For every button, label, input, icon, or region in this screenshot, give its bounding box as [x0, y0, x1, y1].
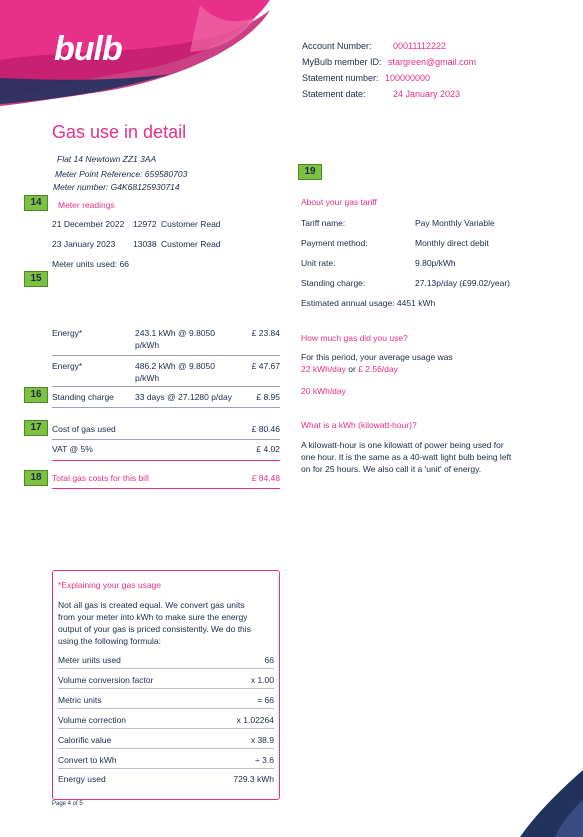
formula-value: x 1.02264: [236, 715, 274, 725]
address-line: Flat 14 Newtown ZZ1 3AA: [57, 154, 157, 164]
account-number-label: Account Number:: [302, 41, 372, 51]
kwh-text-line-1: A kilowatt-hour is one kilowatt of power being used for: [301, 440, 504, 450]
meter-readings-heading: Meter readings: [58, 200, 115, 210]
reading-2-date: 23 January 2023: [52, 239, 116, 249]
reading-2-type: Customer Read: [161, 239, 221, 249]
cost-of-gas-label: Cost of gas used: [52, 424, 116, 434]
kwh-text-line-3: on for 25 hours. We also call it a 'unit' of energy.: [301, 464, 482, 474]
usage-or: or: [345, 364, 359, 374]
estimated-annual-usage: Estimated annual usage: 4451 kWh: [301, 298, 436, 308]
formula-row: [58, 753, 274, 769]
meter-point-reference: Meter Point Reference: 659580703: [55, 169, 188, 179]
meter-units-used: Meter units used: 66: [52, 259, 130, 269]
formula-row: [58, 653, 274, 669]
standing-charge-tariff-label: Standing charge:: [301, 278, 366, 288]
tariff-name-label: Tariff name:: [301, 218, 346, 228]
formula-row: [58, 713, 274, 729]
usage-text: For this period, your average usage was: [301, 352, 453, 362]
standing-charge-detail: 33 days @ 27.1280 p/day: [135, 392, 233, 402]
total-amount: £ 84.48: [251, 473, 280, 483]
header-brush-graphic: [0, 0, 290, 110]
kwh-heading: What is a kWh (kilowatt-hour)?: [301, 420, 417, 430]
unit-rate-value: 9.80p/kWh: [415, 258, 456, 268]
total-divider: [52, 488, 280, 489]
formula-row: [58, 673, 274, 689]
statement-date-label: Statement date:: [302, 89, 366, 99]
formula-value: ÷ 3.6: [255, 755, 274, 765]
account-number: 00011112222: [393, 41, 447, 51]
usage-average-cost: £ 2.56/day: [358, 364, 398, 374]
marker-17: 17: [24, 420, 48, 436]
divider: [52, 355, 280, 356]
footer-brush-graphic: [500, 770, 583, 837]
explain-heading: *Explaining your gas usage: [58, 580, 162, 590]
page-title: Gas use in detail: [52, 122, 187, 142]
explain-line-4: using the following formula:: [58, 636, 162, 646]
payment-method-value: Monthly direct debit: [415, 238, 489, 248]
bulb-logo: bulb: [54, 30, 122, 68]
total-divider: [52, 460, 280, 461]
standing-charge-tariff-value: 27.13p/day (£99.02/year): [415, 278, 510, 288]
energy-row-1-unit: p/kWh: [135, 340, 160, 350]
formula-label: Meter units used: [58, 655, 121, 665]
tariff-name-value: Pay Monthly Variable: [415, 218, 495, 228]
energy-row-1-amount: £ 23.84: [251, 328, 280, 338]
formula-row: [58, 733, 274, 749]
unit-rate-label: Unit rate:: [301, 258, 336, 268]
usage-average-kwh: 22 kWh/day: [301, 364, 346, 374]
divider: [52, 439, 280, 440]
formula-label: Metric units: [58, 695, 102, 705]
formula-label: Volume conversion factor: [58, 675, 154, 685]
energy-row-2-amount: £ 47.67: [251, 361, 280, 371]
formula-value: x 38.9: [250, 735, 274, 745]
energy-row-2-detail: 486.2 kWh @ 9.8050: [135, 361, 215, 371]
usage-average: [301, 364, 398, 374]
cost-of-gas-amount: £ 80.46: [251, 424, 280, 434]
explain-line-3: output of your gas is priced consistently. We do this: [58, 624, 251, 634]
marker-14: 14: [24, 195, 48, 211]
formula-label: Convert to kWh: [58, 755, 117, 765]
energy-row-1-label: Energy*: [52, 328, 83, 338]
explain-line-2: from your meter into kWh to make sure the energy: [58, 612, 248, 622]
formula-row: [58, 693, 274, 709]
marker-15: 15: [24, 271, 48, 287]
page-number: Page 4 of 5: [52, 801, 83, 807]
kwh-text-line-2: one hour. It is the same as a 40-watt light bulb being left: [301, 452, 512, 462]
formula-row-total: [58, 772, 274, 788]
payment-method-label: Payment method:: [301, 238, 368, 248]
energy-row-2-unit: p/kWh: [135, 373, 160, 383]
energy-row-2-label: Energy*: [52, 361, 83, 371]
formula-label: Volume correction: [58, 715, 127, 725]
formula-label: Energy used: [58, 774, 106, 784]
meter-number: Meter number: G4K68125930714: [53, 182, 180, 192]
marker-16: 16: [24, 387, 48, 403]
usage-heading: How much gas did you use?: [301, 333, 408, 343]
energy-row-1-detail: 243.1 kWh @ 9.8050: [135, 328, 215, 338]
reading-1-type: Customer Read: [161, 219, 221, 229]
explain-line-1: Not all gas is created equal. We convert gas units: [58, 600, 245, 610]
statement-number-label: Statement number:: [302, 73, 379, 83]
standing-charge-label: Standing charge: [52, 392, 114, 402]
usage-typical: 20 kWh/day: [301, 386, 346, 396]
total-label: Total gas costs for this bill: [52, 473, 149, 483]
formula-value: x 1.00: [250, 675, 274, 685]
standing-charge-amount: £ 8.95: [256, 392, 280, 402]
member-id: stargreen@gmail.com: [388, 57, 477, 67]
statement-date: 24 January 2023: [393, 89, 461, 99]
reading-2-value: 13038: [133, 239, 157, 249]
divider: [52, 407, 280, 408]
member-id-label: MyBulb member ID:: [302, 57, 382, 67]
statement-number: 100000000: [385, 73, 431, 83]
divider: [52, 386, 280, 387]
reading-1-value: 12972: [133, 219, 157, 229]
reading-1-date: 21 December 2022: [52, 219, 125, 229]
tariff-heading: About your gas tariff: [301, 197, 377, 207]
formula-value: = 66: [257, 695, 274, 705]
vat-label: VAT @ 5%: [52, 444, 93, 454]
formula-value: 729.3 kWh: [233, 774, 274, 784]
formula-label: Calorific value: [58, 735, 112, 745]
vat-amount: £ 4.02: [256, 444, 280, 454]
marker-18: 18: [24, 470, 48, 486]
marker-19: 19: [298, 164, 322, 180]
formula-value: 66: [264, 655, 274, 665]
